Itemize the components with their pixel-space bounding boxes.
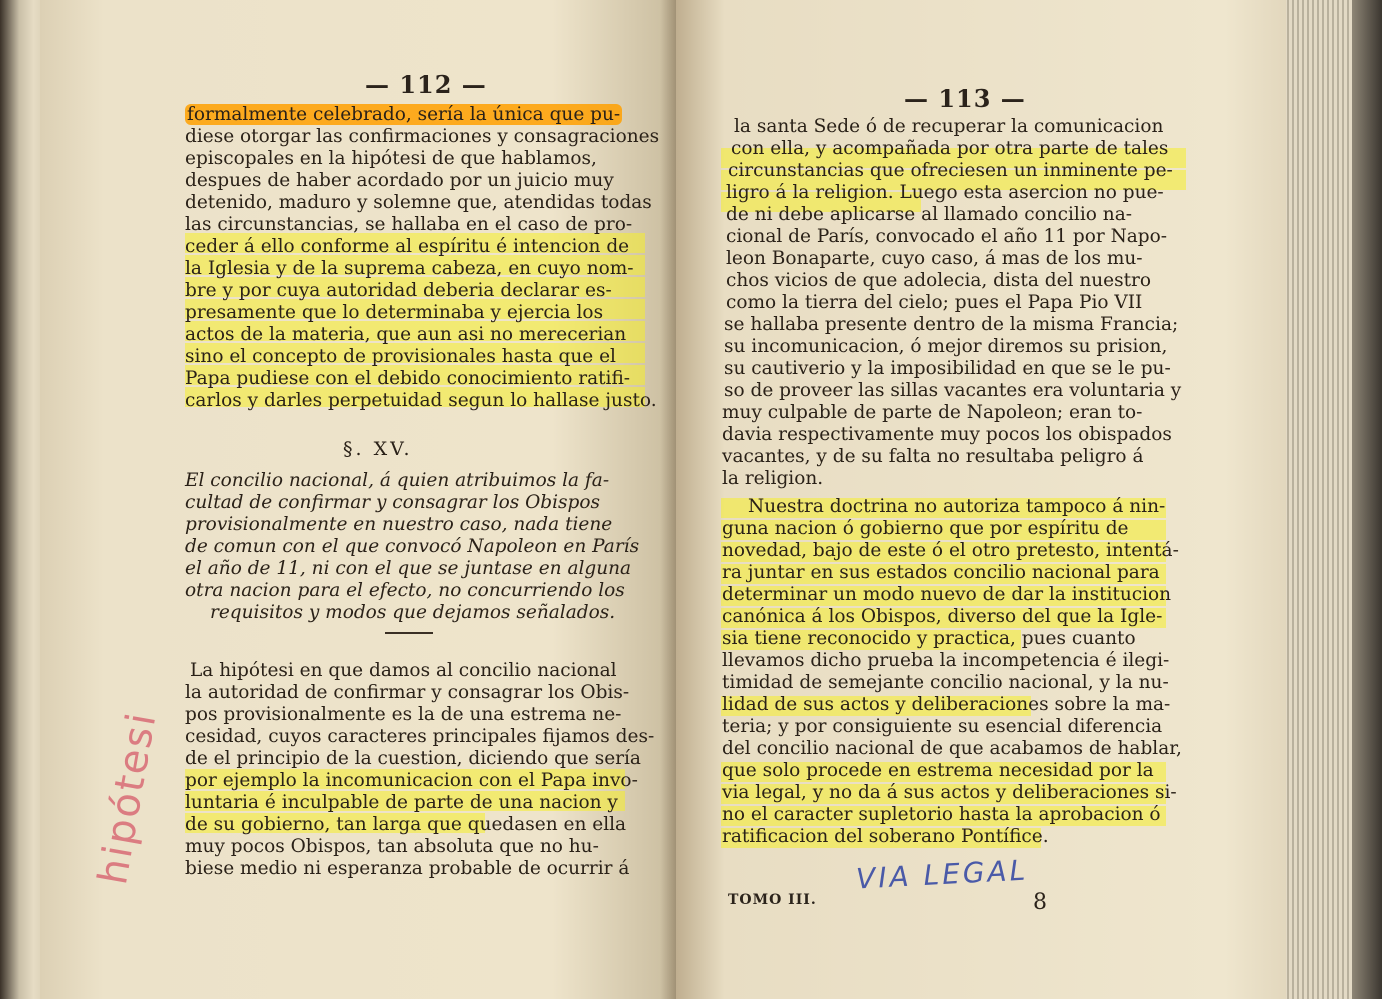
text-line: pos provisionalmente es la de una estrema ne- xyxy=(185,704,622,725)
text-line: circunstancias que ofreciesen un inminente pe- xyxy=(728,160,1173,181)
summary-line: El concilio nacional, á quien atribuimos la fa- xyxy=(185,470,610,491)
text-line: canónica á los Obispos, diverso del que la Igle- xyxy=(722,606,1163,627)
page-number-right: — 113 — xyxy=(904,84,1026,113)
text-line: via legal, y no da á sus actos y deliberaciones si- xyxy=(722,782,1177,803)
text-line: llevamos dicho prueba la incompetencia é ilegi- xyxy=(722,650,1170,671)
section-divider xyxy=(385,632,433,634)
text-line: detenido, maduro y solemne que, atendidas todas xyxy=(185,192,652,213)
text-line: ratificacion del soberano Pontífice. xyxy=(722,826,1049,847)
text-line: despues de haber acordado por un juicio muy xyxy=(185,170,614,191)
text-line: novedad, bajo de este ó el otro pretesto, intentá- xyxy=(722,540,1179,561)
text-line: diese otorgar las confirmaciones y consagraciones xyxy=(185,126,660,147)
text-line: la religion. xyxy=(722,468,824,489)
text-line: ra juntar en sus estados concilio nacional para xyxy=(722,562,1160,583)
text-line: biese medio ni esperanza probable de ocurrir á xyxy=(185,858,630,879)
text-line: carlos y darles perpetuidad segun lo hallase justo. xyxy=(185,390,657,411)
text-line: presamente que lo determinaba y ejercia los xyxy=(185,302,604,323)
text-line: se hallaba presente dentro de la misma Francia; xyxy=(724,314,1179,335)
right-page-edges xyxy=(1282,0,1382,999)
handwritten-note-via-legal: VIA LEGAL xyxy=(855,853,1029,896)
text-line: bre y por cuya autoridad deberia declarar es- xyxy=(185,280,612,301)
text-line: por ejemplo la incomunicacion con el Papa invo- xyxy=(185,770,638,791)
text-line: ligro á la religion. Luego esta asercion no pue- xyxy=(726,182,1164,203)
text-line: guna nacion ó gobierno que por espíritu de xyxy=(722,518,1129,539)
text-line: so de proveer las sillas vacantes era voluntaria y xyxy=(724,380,1182,401)
summary-line: requisitos y modos que dejamos señalados. xyxy=(210,602,616,623)
text-line: davia respectivamente muy pocos los obispados xyxy=(722,424,1172,445)
text-line: que solo procede en estrema necesidad por la xyxy=(722,760,1154,781)
text-line: la santa Sede ó de recuperar la comunicacion xyxy=(734,116,1164,137)
text-line: sia tiene reconocido y practica, pues cuanto xyxy=(722,628,1136,649)
text-line: su cautiverio y la imposibilidad en que se le pu- xyxy=(724,358,1171,379)
text-line: lidad de sus actos y deliberaciones sobre la ma- xyxy=(722,694,1171,715)
text-line: su incomunicacion, ó mejor diremos su prision, xyxy=(724,336,1168,357)
text-line: de el principio de la cuestion, diciendo que sería xyxy=(185,748,641,769)
section-title: §. XV. xyxy=(343,438,413,460)
summary-line: el año de 11, ni con el que se juntase en alguna xyxy=(185,558,632,579)
text-line: actos de la materia, que aun asi no merecerian xyxy=(185,324,627,345)
text-line: teria; y por consiguiente su esencial diferencia xyxy=(722,716,1163,737)
text-line: leon Bonaparte, cuyo caso, á mas de los mu- xyxy=(726,248,1143,269)
text-line: de ni debe aplicarse al llamado concilio na- xyxy=(726,204,1132,225)
text-line: formalmente celebrado, sería la única que pu- xyxy=(187,104,621,125)
text-line: chos vicios de que adolecia, dista del nuestro xyxy=(726,270,1152,291)
footer-volume: TOMO III. xyxy=(728,892,817,908)
text-line: del concilio nacional de que acabamos de hablar, xyxy=(722,738,1182,759)
summary-line: cultad de confirmar y consagrar los Obispos xyxy=(185,492,600,513)
text-line: muy culpable de parte de Napoleon; eran to- xyxy=(722,402,1143,423)
margin-handwritten-note: hipótesi xyxy=(90,708,166,888)
text-line: ceder á ello conforme al espíritu é intencion de xyxy=(185,236,630,257)
page-number-left: — 112 — xyxy=(365,70,487,99)
text-line: vacantes, y de su falta no resultaba peligro á xyxy=(722,446,1144,467)
summary-line: otra nacion para el efecto, no concurriendo los xyxy=(185,580,625,601)
text-line: La hipótesi en que damos al concilio nacional xyxy=(190,660,617,681)
text-line: timidad de semejante concilio nacional, y la nu- xyxy=(722,672,1169,693)
summary-line: de comun con el que convocó Napoleon en París xyxy=(185,536,640,557)
text-line: cesidad, cuyos caracteres principales fijamos des- xyxy=(185,726,655,747)
summary-line: provisionalmente en nuestro caso, nada tiene xyxy=(185,514,613,535)
text-line: la Iglesia y de la suprema cabeza, en cuyo nom- xyxy=(185,258,634,279)
text-line: las circunstancias, se hallaba en el caso de pro- xyxy=(185,214,633,235)
footer-signature-mark: 8 xyxy=(1033,890,1047,915)
text-line: episcopales en la hipótesi de que hablamos, xyxy=(185,148,597,169)
text-line: la autoridad de confirmar y consagrar los Obis- xyxy=(185,682,630,703)
text-line: Nuestra doctrina no autoriza tampoco á nin- xyxy=(748,496,1166,517)
text-line: Papa pudiese con el debido conocimiento ratifi- xyxy=(185,368,631,389)
left-page xyxy=(40,0,680,999)
text-line: determinar un modo nuevo de dar la institucion xyxy=(722,584,1172,605)
text-line: como la tierra del cielo; pues el Papa Pio VII xyxy=(726,292,1143,313)
text-line: cional de París, convocado el año 11 por Napo- xyxy=(726,226,1168,247)
text-line: luntaria é inculpable de parte de una nacion y xyxy=(185,792,618,813)
right-page xyxy=(676,0,1286,999)
text-line: no el caracter supletorio hasta la aprobacion ó xyxy=(722,804,1161,825)
text-line: con ella, y acompañada por otra parte de tales xyxy=(731,138,1169,159)
text-line: muy pocos Obispos, tan absoluta que no hu- xyxy=(185,836,599,857)
text-line: de su gobierno, tan larga que quedasen en ella xyxy=(185,814,627,835)
text-line: sino el concepto de provisionales hasta que el xyxy=(185,346,616,367)
